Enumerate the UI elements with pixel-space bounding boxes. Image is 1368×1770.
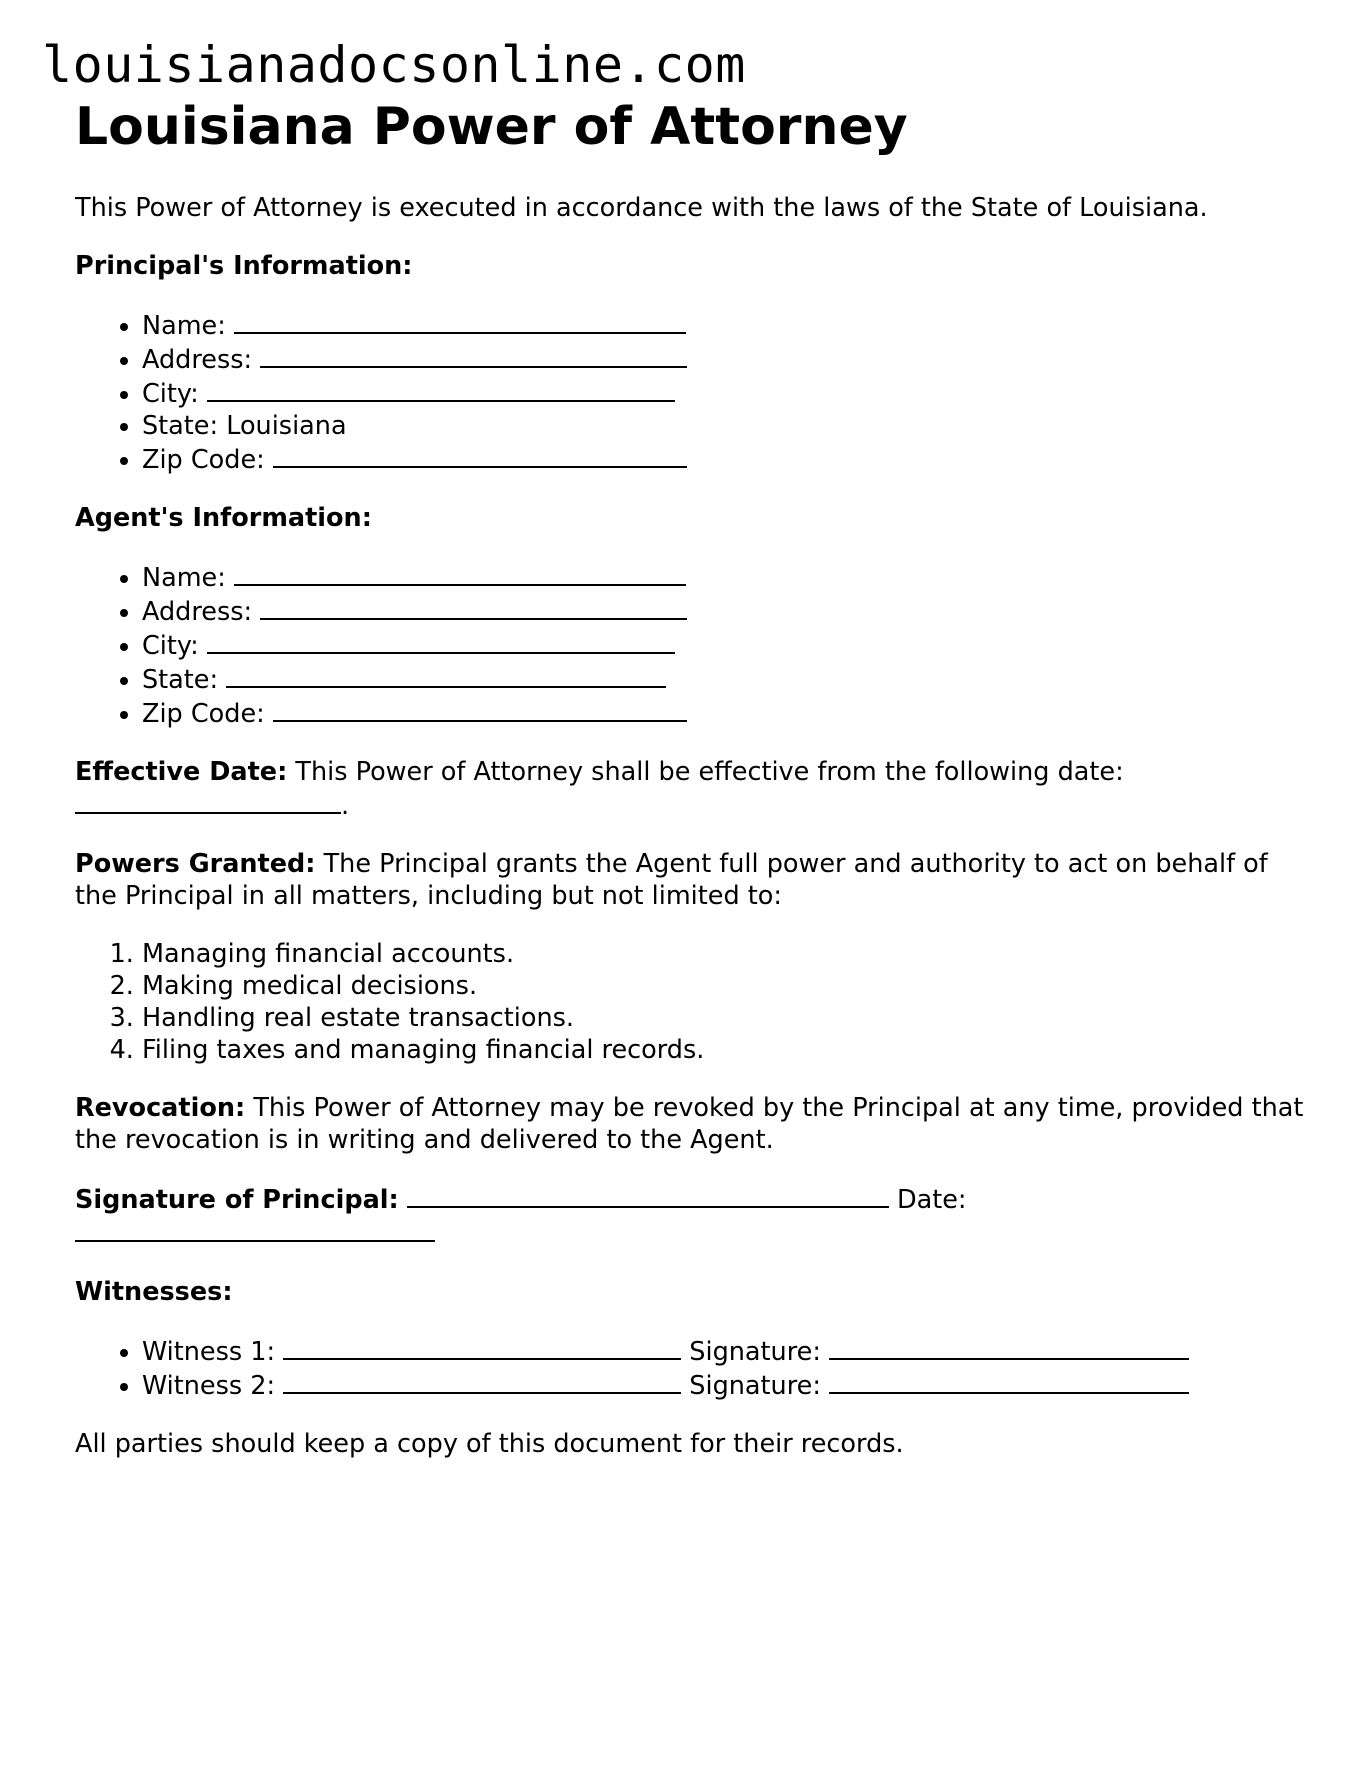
principal-name-label: Name: xyxy=(142,311,226,342)
witnesses-heading: Witnesses: xyxy=(75,1277,233,1308)
agent-address-item xyxy=(142,594,1305,628)
witness-2-item xyxy=(142,1368,1305,1402)
agent-address-blank[interactable] xyxy=(260,594,687,620)
witness-1-label: Witness 1: xyxy=(142,1337,276,1368)
agent-zip-blank[interactable] xyxy=(273,696,687,722)
agent-name-item xyxy=(142,560,1305,594)
witness-2-signature-blank[interactable] xyxy=(829,1368,1189,1394)
watermark: louisianadocsonline.com xyxy=(42,36,746,94)
signature-label: Signature of Principal: xyxy=(75,1185,399,1216)
principal-signature-blank[interactable] xyxy=(407,1182,889,1208)
power-item: 4. Filing taxes and managing financial records. xyxy=(142,1034,1305,1066)
agent-heading: Agent's Information: xyxy=(75,503,372,534)
agent-state-blank[interactable] xyxy=(226,662,666,688)
effective-date-label: Effective Date: xyxy=(75,757,288,788)
agent-state-item xyxy=(142,662,1305,696)
principal-state-label: State: Louisiana xyxy=(142,411,347,442)
principal-city-label: City: xyxy=(142,379,199,410)
principal-state-item xyxy=(142,410,1305,442)
witness-2-signature-label: Signature: xyxy=(689,1371,821,1402)
powers-text: The Principal grants the Agent full power and authority to act on behalf of the Principal in all matters, including but not limited to: xyxy=(75,849,1268,912)
principal-zip-label: Zip Code: xyxy=(142,445,265,476)
principal-zip-blank[interactable] xyxy=(273,442,687,468)
revocation-paragraph xyxy=(75,1092,1305,1156)
principal-address-label: Address: xyxy=(142,345,253,376)
effective-date-text: This Power of Attorney shall be effective from the following date: xyxy=(295,757,1124,788)
principal-zip-item xyxy=(142,442,1305,476)
agent-name-blank[interactable] xyxy=(234,560,686,586)
agent-city-item xyxy=(142,628,1305,662)
document-title: Louisiana Power of Attorney xyxy=(75,97,908,157)
power-item: 1. Managing financial accounts. xyxy=(142,938,1305,970)
principal-name-item xyxy=(142,308,1305,342)
effective-date-end: . xyxy=(341,791,350,822)
agent-address-label: Address: xyxy=(142,597,253,628)
agent-city-label: City: xyxy=(142,631,199,662)
revocation-label: Revocation: xyxy=(75,1093,246,1124)
witness-1-item xyxy=(142,1334,1305,1368)
document-body xyxy=(75,96,1305,1486)
witness-2-name-blank[interactable] xyxy=(283,1368,681,1394)
agent-state-label: State: xyxy=(142,665,219,696)
principal-address-item xyxy=(142,342,1305,376)
powers-label: Powers Granted: xyxy=(75,849,316,880)
witnesses-list xyxy=(75,1334,1305,1402)
principal-name-blank[interactable] xyxy=(234,308,686,334)
witness-1-signature-label: Signature: xyxy=(689,1337,821,1368)
agent-zip-item xyxy=(142,696,1305,730)
principal-address-blank[interactable] xyxy=(260,342,687,368)
agent-zip-label: Zip Code: xyxy=(142,699,265,730)
revocation-text: This Power of Attorney may be revoked by the Principal at any time, provided that the revocation is in writing and delivered to the Agent. xyxy=(75,1093,1304,1156)
effective-date-blank[interactable] xyxy=(75,788,341,814)
powers-list xyxy=(75,938,1305,1066)
powers-paragraph xyxy=(75,848,1305,912)
power-item: 3. Handling real estate transactions. xyxy=(142,1002,1305,1034)
signature-date-label: Date: xyxy=(896,1185,967,1216)
principal-city-item xyxy=(142,376,1305,410)
principal-city-blank[interactable] xyxy=(207,376,675,402)
witness-1-signature-blank[interactable] xyxy=(829,1334,1189,1360)
closing-paragraph: All parties should keep a copy of this document for their records. xyxy=(75,1429,904,1460)
signature-date-blank[interactable] xyxy=(75,1216,435,1242)
effective-date-paragraph xyxy=(75,756,1305,822)
power-item: 2. Making medical decisions. xyxy=(142,970,1305,1002)
witness-1-name-blank[interactable] xyxy=(283,1334,681,1360)
signature-paragraph xyxy=(75,1182,1305,1250)
witness-2-label: Witness 2: xyxy=(142,1371,276,1402)
principal-info-list xyxy=(75,308,1305,476)
agent-name-label: Name: xyxy=(142,563,226,594)
agent-info-list xyxy=(75,560,1305,730)
intro-paragraph: This Power of Attorney is executed in accordance with the laws of the State of Louisiana. xyxy=(75,193,1208,224)
principal-heading: Principal's Information: xyxy=(75,251,413,282)
agent-city-blank[interactable] xyxy=(207,628,675,654)
